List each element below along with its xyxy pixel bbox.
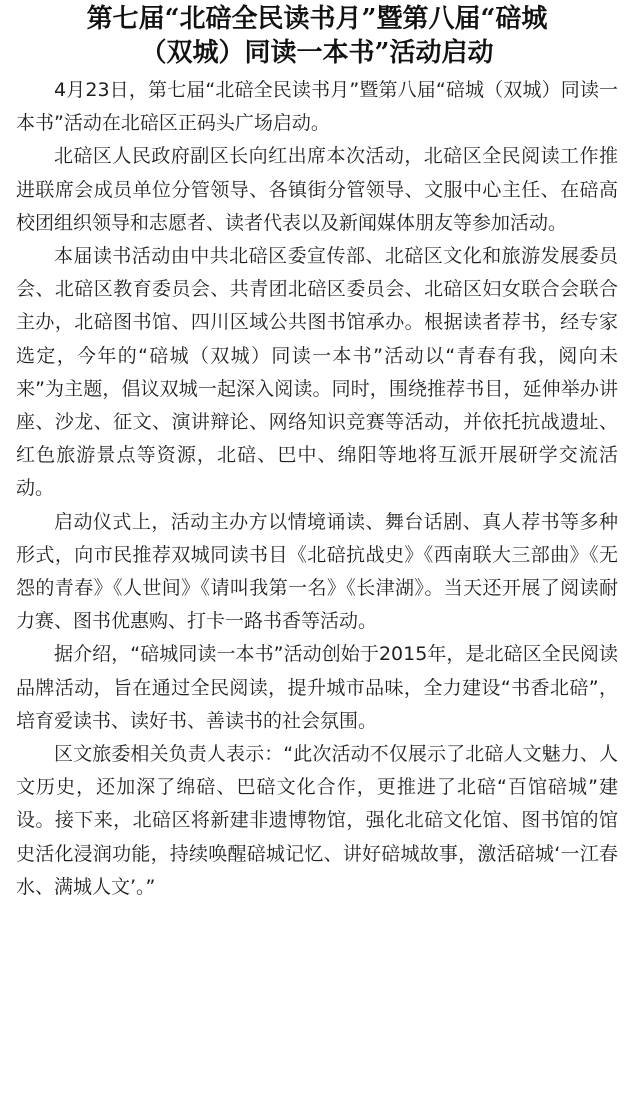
article-title: [16, 2, 618, 70]
paragraph-4: 启动仪式上，活动主办方以情境诵读、舞台话剧、真人荐书等多种形式，向市民推荐双城同读书目《北碚抗战史》《西南联大三部曲》《无怨的青春》《人世间》《请叫我第一名》《长津湖》。当天还开展了阅读耐力赛、图书优惠购、打卡一路书香等活动。: [16, 510, 618, 633]
paragraph-6: 区文旅委相关负责人表示：“此次活动不仅展示了北碚人文魅力、人文历史，还加深了绵碚、巴碚文化合作，更推进了北碚“百馆碚城”建设。接下来，北碚区将新建非遗博物馆，强化北碚文化馆、图书馆的馆史活化浸润功能，持续唤醒碚城记忆、讲好碚城故事，激活碚城‘一江春水、满城人文’。”: [16, 743, 618, 898]
paragraph-5: 据介绍，“碚城同读一本书”活动创始于2015年，是北碚区全民阅读品牌活动，旨在通过全民阅读，提升城市品味，全力建设“书香北碚”，培育爱读书、读好书、善读书的社会氛围。: [16, 643, 618, 732]
paragraph-3: 本届读书活动由中共北碚区委宣传部、北碚区文化和旅游发展委员会、北碚区教育委员会、共青团北碚区委员会、北碚区妇女联合会联合主办，北碚图书馆、四川区域公共图书馆承办。根据读者荐书，经专家选定，今年的“碚城（双城）同读一本书”活动以“青春有我，阅向未来”为主题，倡议双城一起深入阅读。同时，围绕推荐书目，延伸举办讲座、沙龙、征文、演讲辩论、网络知识竞赛等活动，并依托抗战遗址、红色旅游景点等资源，北碚、巴中、绵阳等地将互派开展研学交流活动。: [16, 245, 618, 500]
paragraph-2: 北碚区人民政府副区长向红出席本次活动，北碚区全民阅读工作推进联席会成员单位分管领导、各镇街分管领导、文服中心主任、在碚高校团组织领导和志愿者、读者代表以及新闻媒体朋友等参加活动。: [16, 145, 618, 234]
article-title-line-1: 第七届“北碚全民读书月”暨第八届“碚城: [86, 4, 548, 34]
article-body: [16, 74, 618, 904]
paragraph-1: 4月23日，第七届“北碚全民读书月”暨第八届“碚城（双城）同读一本书”活动在北碚区正码头广场启动。: [16, 79, 618, 135]
article-title-line-2: （双城）同读一本书”活动启动: [140, 38, 494, 68]
